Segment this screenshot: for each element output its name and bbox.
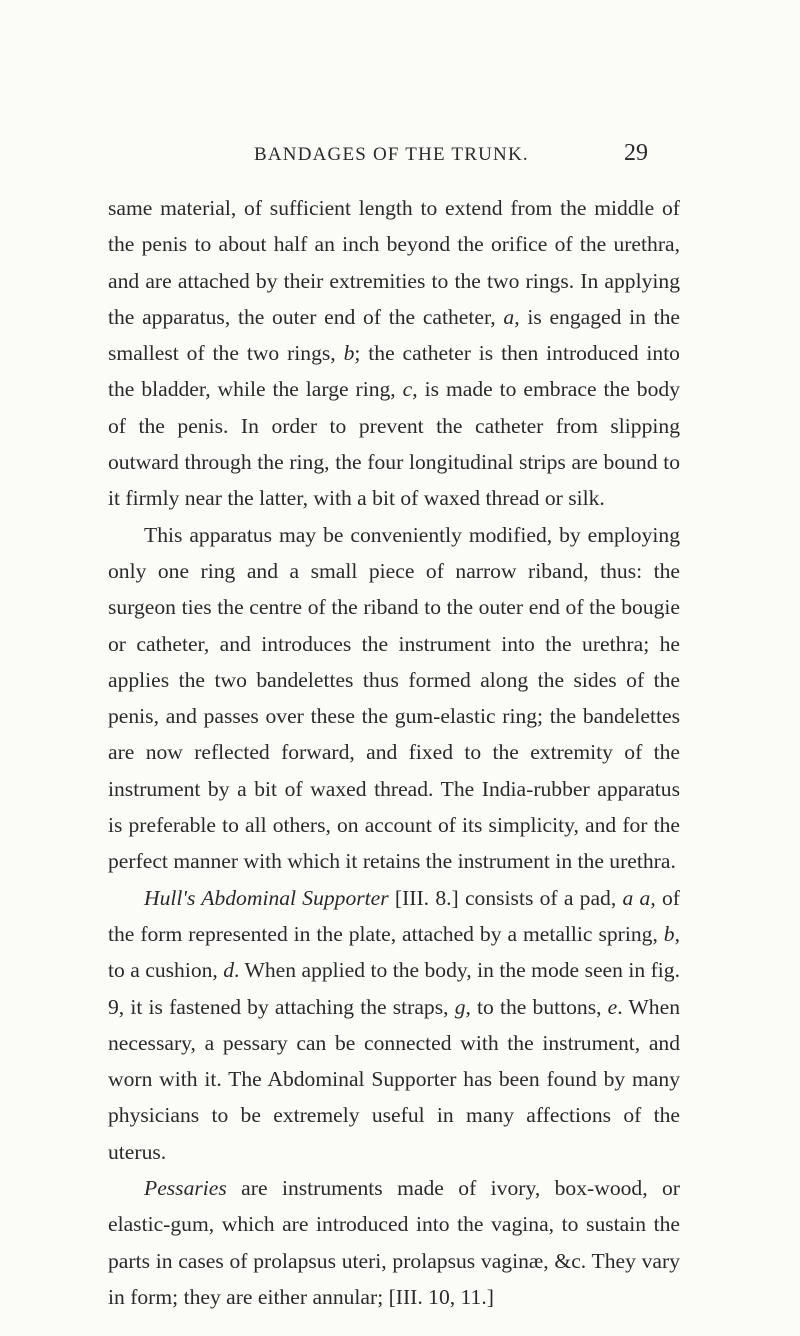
text-run: [III. 8.] consists of a pad, [388,885,623,910]
italic-run: a a [622,885,651,910]
body-text [108,190,680,1315]
paragraph [108,517,680,880]
running-head [0,140,800,174]
text-run: , to the buttons, [465,994,608,1019]
italic-run: c [402,377,413,402]
text-run: , is engaged in the smallest of the two rings, [108,304,681,366]
page-number: 29 [624,140,648,166]
text-run: . When applied to the body, in the mode seen in fig. 9, it is fastened by attaching the straps, [108,958,680,1019]
italic-run: e [607,994,618,1019]
text-run: , of the form represented in the plate, attached by a metallic spring, [108,885,680,946]
text-run: , is made to embrace the body of the penis. In order to prevent the catheter from slipping outward through the ring, the four longitudinal strips are bound to it firmly near the latter, with a bit of waxed thread or silk. [108,377,680,511]
paragraph [108,880,680,1170]
paragraph [108,1170,680,1315]
italic-run: g [454,994,466,1019]
text-run: are instruments made of ivory, box-wood, or elastic-gum, which are introduced into the vagina, to sustain the parts in cases of prolapsus uteri, prolapsus vaginæ, &c. They vary in form; they are either annular; [III. 10, 11.] [108,1176,680,1309]
italic-run: d [223,958,235,983]
text-run: . When necessary, a pessary can be connected with the instrument, and worn with it. The Abdominal Supporter has been found by many physicians to be extremely useful in many affections of the uterus. [108,994,680,1164]
italic-run: b [663,921,675,946]
text-run: This apparatus may be conveniently modified, by employing only one ring and a small piece of narrow riband, thus: the surgeon ties the centre of the riband to the outer end of the bougie or catheter, and introduces the instrument into the urethra; he applies the two bandelettes thus formed along the sides of the penis, and passes over these the gum-elastic ring; the bandelettes are now reflected forward, and fixed to the extremity of the instrument by a bit of waxed thread. The India-rubber apparatus is preferable to all others, on account of its simplicity, and for the perfect manner with which it retains the instrument in the urethra. [108,522,680,874]
text-run: , to a cushion, [108,921,680,983]
paragraph [108,190,680,517]
italic-run: Pessaries [144,1176,227,1201]
text-run: ; the catheter is then introduced into the bladder, while the large ring, [108,341,680,402]
italic-run: a [503,304,515,329]
running-title: BANDAGES OF THE TRUNK. [254,144,529,165]
text-run: same material, of sufficient length to extend from the middle of the penis to about half an inch beyond the orifice of the urethra, and are attached by their extremities to the two rings. In applying the apparatus, the outer end of the catheter, [108,196,680,329]
italic-run: Hull's Abdominal Supporter [144,885,389,910]
italic-run: b [343,341,355,366]
